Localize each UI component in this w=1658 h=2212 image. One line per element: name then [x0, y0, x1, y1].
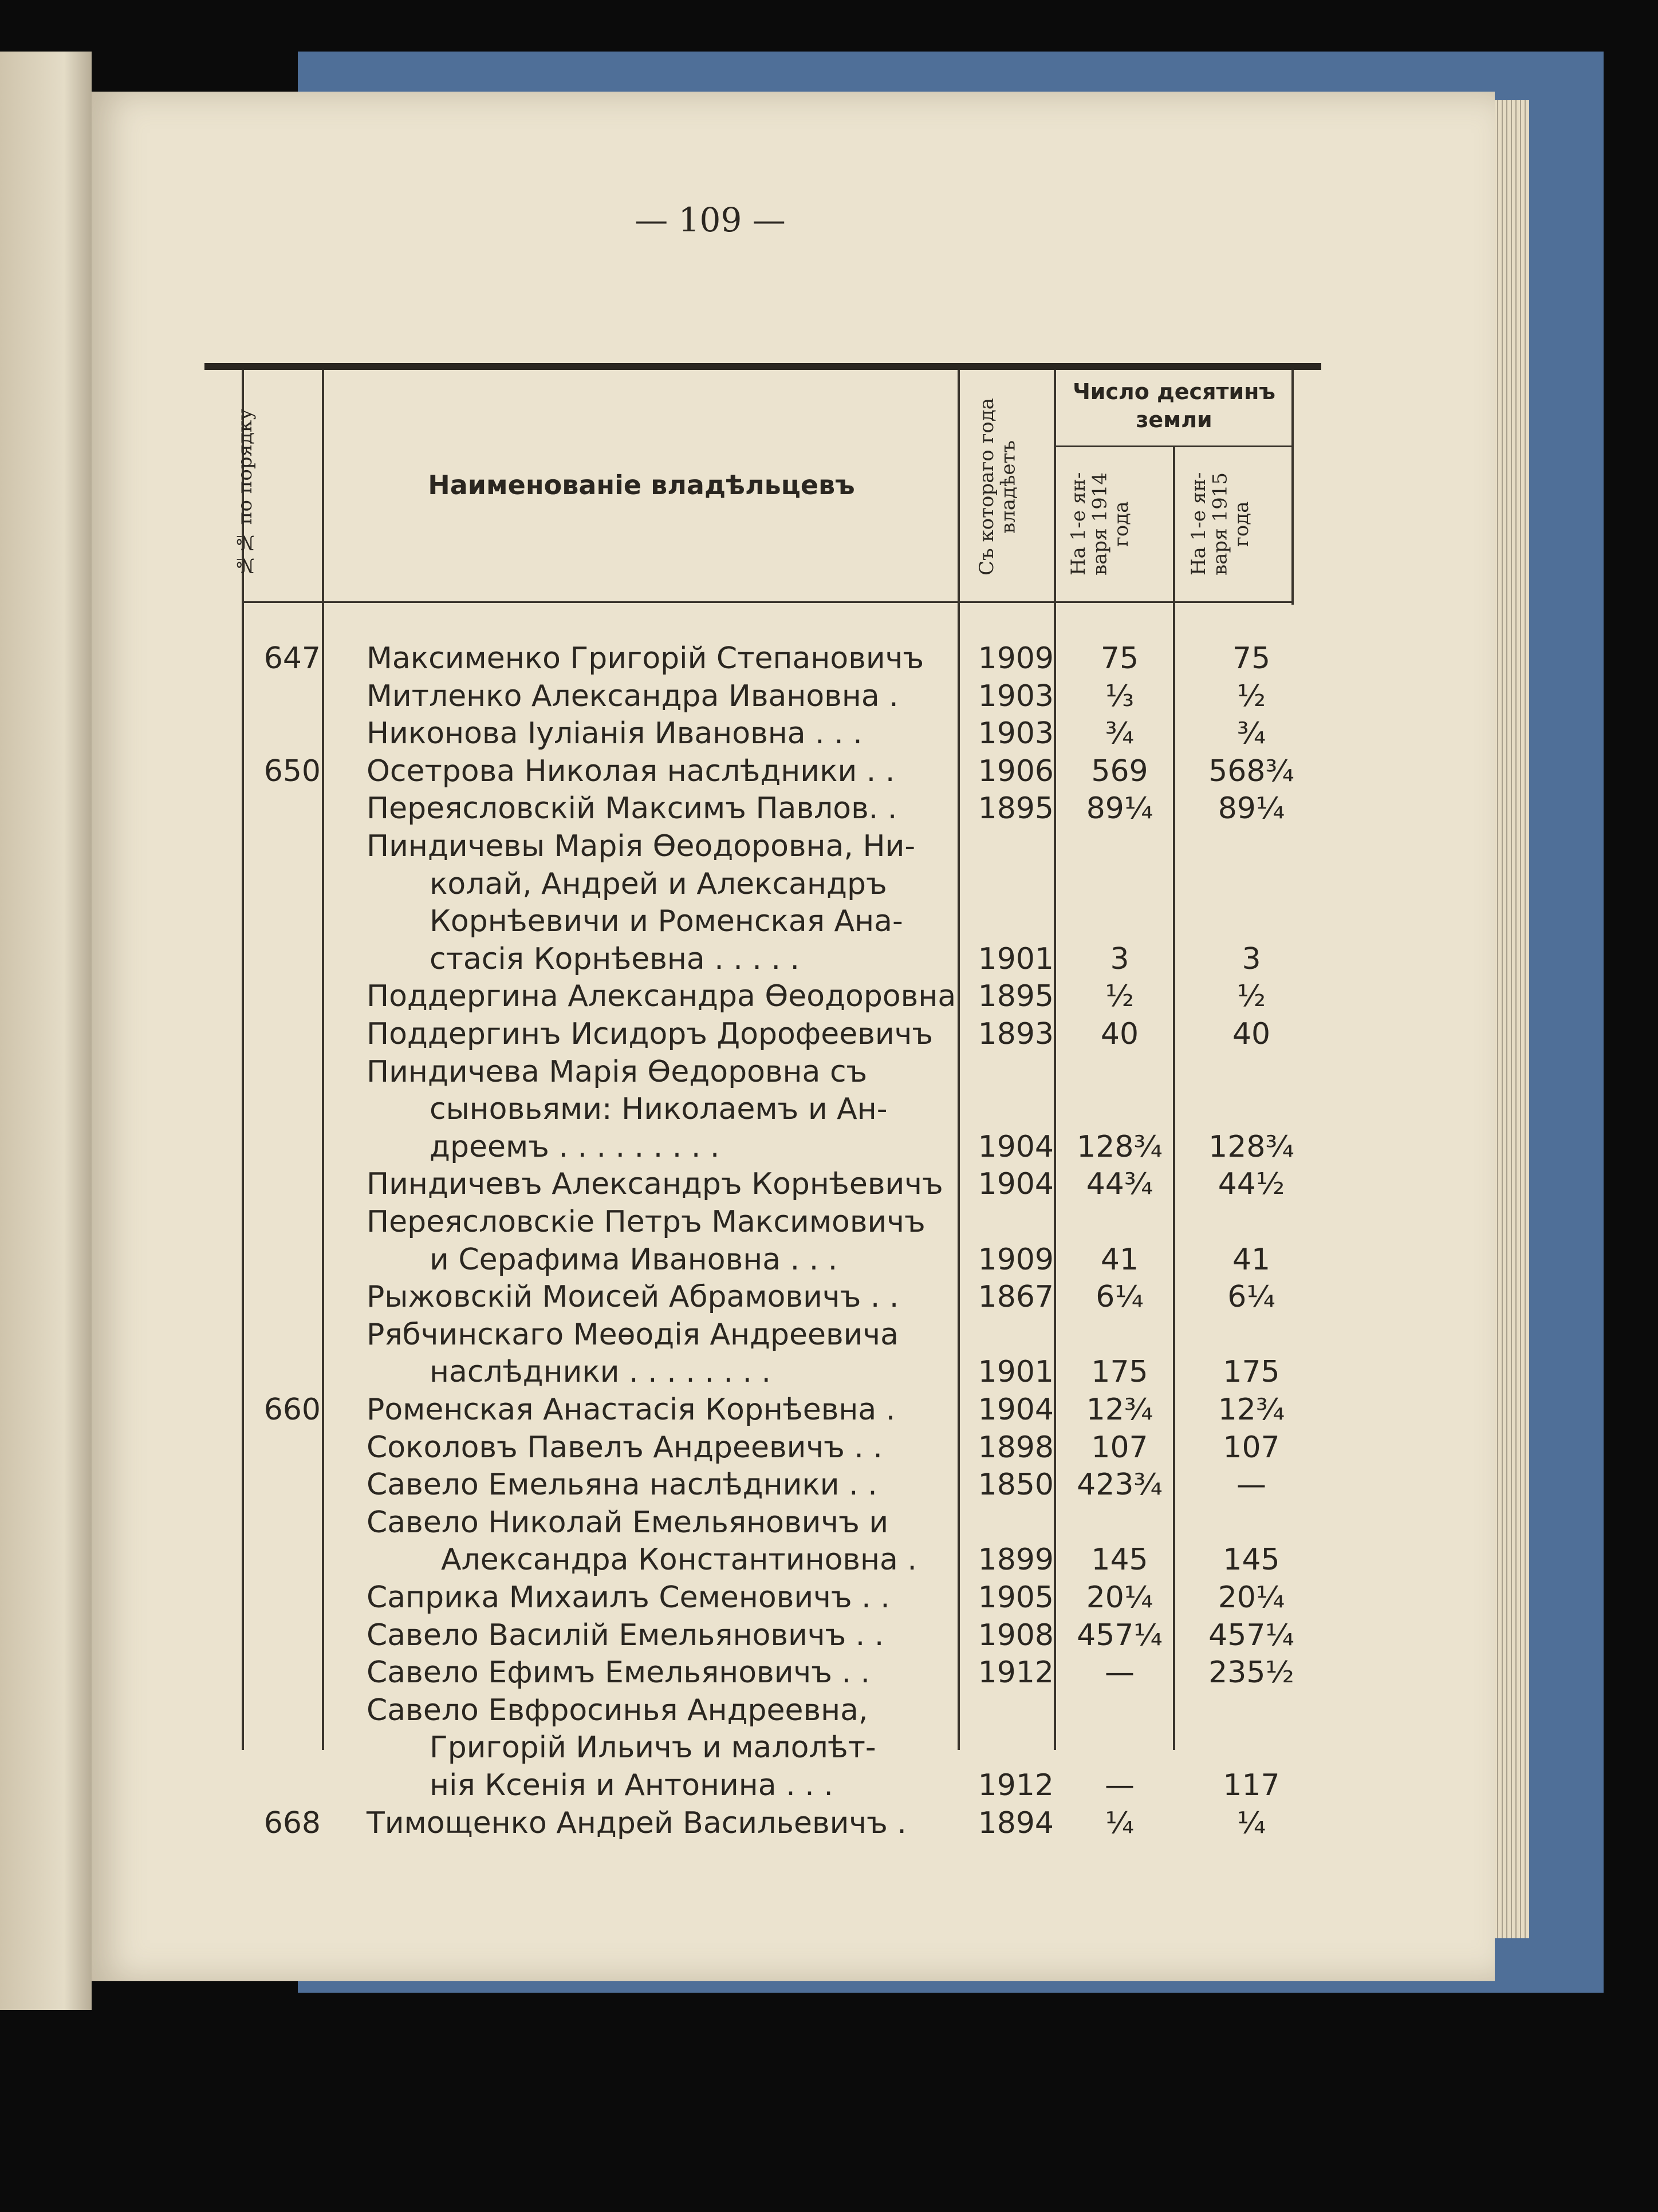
- land-1915: 145: [1223, 1543, 1280, 1578]
- table-row: [0, 1391, 1658, 1428]
- owner-name: Пиндичевъ Александръ Корнѣевичъ: [367, 1167, 943, 1202]
- owner-name: Митленко Александра Ивановна .: [367, 679, 899, 713]
- owner-name: Корнѣевичи и Роменская Ана-: [430, 904, 903, 939]
- year: 1904: [978, 1129, 1054, 1164]
- owner-name: сыновьями: Николаемъ и Ан-: [430, 1092, 888, 1127]
- year: 1893: [978, 1017, 1054, 1051]
- year: 1909: [978, 641, 1054, 676]
- land-1915: 44½: [1218, 1167, 1285, 1202]
- year: 1912: [978, 1768, 1054, 1803]
- land-1914: 145: [1091, 1543, 1148, 1578]
- table-row: [0, 640, 1658, 677]
- land-1914: 569: [1091, 754, 1148, 788]
- land-1914: 75: [1100, 641, 1139, 676]
- header-name: Наименованіе владѣльцевъ: [428, 470, 855, 500]
- table-row: [0, 1692, 1658, 1729]
- owner-name: наслѣдники . . . . . . . .: [430, 1355, 771, 1390]
- year: 1909: [978, 1242, 1054, 1277]
- land-1914: 89¼: [1086, 791, 1153, 826]
- land-1915: ½: [1236, 679, 1266, 713]
- table-row: [0, 1354, 1658, 1390]
- owner-name: Переясловскіе Петръ Максимовичъ: [367, 1205, 926, 1239]
- table-row: [0, 1617, 1658, 1654]
- owner-name: Поддергина Александра Өеодоровна: [367, 979, 956, 1014]
- table-row: [0, 1091, 1658, 1127]
- land-1914: 423¾: [1077, 1468, 1163, 1503]
- land-1914: 175: [1091, 1355, 1148, 1390]
- land-1914: 6¼: [1096, 1280, 1144, 1315]
- table-row: [0, 1429, 1658, 1466]
- table-row: [0, 1279, 1658, 1315]
- year: 1904: [978, 1167, 1054, 1202]
- table-row: [0, 1579, 1658, 1616]
- top-rule: [204, 363, 1321, 370]
- year: 1898: [978, 1430, 1054, 1465]
- header-land-group: Число десятинъ земли: [1073, 379, 1275, 433]
- land-1914: 40: [1100, 1017, 1139, 1051]
- owner-name: Александра Константиновна .: [441, 1543, 917, 1578]
- owner-name: Соколовъ Павелъ Андреевичъ . .: [367, 1430, 883, 1465]
- owner-name: Савело Николай Емельяновичъ и: [367, 1505, 889, 1540]
- header-bottom-rule: [242, 601, 1293, 603]
- table-row: [0, 1016, 1658, 1052]
- owner-name: Роменская Анастасія Корнѣевна .: [367, 1393, 896, 1427]
- year: 1901: [978, 941, 1054, 976]
- year: 1903: [978, 679, 1054, 713]
- table-row: [0, 1241, 1658, 1278]
- table-row: [0, 1129, 1658, 1165]
- land-1914: 12¾: [1086, 1393, 1153, 1427]
- land-1915: ¾: [1236, 716, 1266, 751]
- land-1914: ⅓: [1105, 679, 1135, 713]
- land-1914: 128¾: [1077, 1129, 1163, 1164]
- table-row: [0, 1541, 1658, 1578]
- owner-name: Григорій Ильичъ и малолѣт-: [430, 1730, 876, 1765]
- land-1914: ½: [1105, 979, 1135, 1014]
- year: 1867: [978, 1280, 1054, 1315]
- table-row: [0, 978, 1658, 1015]
- year: 1906: [978, 754, 1054, 788]
- row-number: 660: [263, 1393, 321, 1427]
- land-1915: 117: [1223, 1768, 1280, 1803]
- land-1915: 89¼: [1218, 791, 1285, 826]
- owner-name: Савело Василій Емельяновичъ . .: [367, 1618, 884, 1653]
- land-1914: 107: [1091, 1430, 1148, 1465]
- owner-name: Саприка Михаилъ Семеновичъ . .: [367, 1580, 890, 1615]
- table-row: [0, 1805, 1658, 1842]
- table-row: [0, 715, 1658, 752]
- row-number: 647: [263, 641, 321, 676]
- land-1914: 41: [1100, 1242, 1139, 1277]
- year: 1904: [978, 1393, 1054, 1427]
- owner-name: дреемъ . . . . . . . . .: [430, 1129, 720, 1164]
- table-row: [0, 790, 1658, 827]
- land-1915: 41: [1232, 1242, 1271, 1277]
- owner-name: Тимощенко Андрей Васильевичъ .: [367, 1805, 907, 1840]
- header-year: Съ котораго года владѣетъ: [975, 397, 1020, 576]
- owner-name: Пиндичевы Марія Өеодоровна, Ни-: [367, 829, 916, 863]
- header-1915: На 1-е ян-варя 1915 года: [1187, 472, 1253, 576]
- table-row: [0, 678, 1658, 715]
- owner-name: Поддергинъ Исидоръ Дорофеевичъ: [367, 1017, 934, 1051]
- land-1914: 20¼: [1086, 1580, 1153, 1615]
- land-1915: ½: [1236, 979, 1266, 1014]
- owner-name: Переясловскій Максимъ Павлов. .: [367, 791, 897, 826]
- owner-name: Никонова Іуліанія Ивановна . . .: [367, 716, 863, 751]
- land-1915: 175: [1223, 1355, 1280, 1390]
- table-row: [0, 1504, 1658, 1541]
- table-row: [0, 866, 1658, 902]
- owner-name: Рябчинскаго Меѳодія Андреевича: [367, 1317, 899, 1352]
- table-row: [0, 1729, 1658, 1766]
- table-row: [0, 1767, 1658, 1804]
- land-1915: 107: [1223, 1430, 1280, 1465]
- land-1915: —: [1236, 1468, 1266, 1503]
- year: 1899: [978, 1543, 1054, 1578]
- owner-name: Савело Евфросинья Андреевна,: [367, 1693, 868, 1728]
- header-no: №№ по порядку: [234, 408, 257, 577]
- land-1915: 568¾: [1208, 754, 1294, 788]
- row-number: 650: [263, 754, 321, 788]
- owner-name: Савело Емельяна наслѣдники . .: [367, 1468, 877, 1503]
- year: 1895: [978, 791, 1054, 826]
- land-1915: 3: [1242, 941, 1261, 976]
- land-1914: 457¼: [1077, 1618, 1163, 1653]
- land-1914: ¼: [1105, 1805, 1135, 1840]
- table-row: [0, 1204, 1658, 1240]
- year: 1905: [978, 1580, 1054, 1615]
- table-row: [0, 1054, 1658, 1090]
- table-row: [0, 1466, 1658, 1503]
- owner-name: колай, Андрей и Александръ: [430, 866, 887, 901]
- table-row: [0, 753, 1658, 790]
- land-1914: —: [1105, 1768, 1135, 1803]
- table-row: [0, 828, 1658, 865]
- land-1914: 44¾: [1086, 1167, 1153, 1202]
- table-row: [0, 903, 1658, 940]
- owner-name: и Серафима Ивановна . . .: [430, 1242, 838, 1277]
- page-number: — 109 —: [635, 200, 786, 239]
- land-1915: 12¾: [1218, 1393, 1285, 1427]
- owner-name: Максименко Григорій Степановичъ: [367, 641, 924, 676]
- header-group-rule: [1054, 445, 1293, 447]
- year: 1903: [978, 716, 1054, 751]
- year: 1895: [978, 979, 1054, 1014]
- land-1915: 40: [1232, 1017, 1271, 1051]
- land-1915: 128¾: [1208, 1129, 1294, 1164]
- year: 1850: [978, 1468, 1054, 1503]
- owner-name: Осетрова Николая наслѣдники . .: [367, 754, 895, 788]
- year: 1894: [978, 1805, 1054, 1840]
- land-1915: 75: [1232, 641, 1271, 676]
- table-row: [0, 1316, 1658, 1353]
- land-1914: 3: [1110, 941, 1129, 976]
- table-row: [0, 1166, 1658, 1202]
- year: 1912: [978, 1655, 1054, 1690]
- owner-name: стасія Корнѣевна . . . . .: [430, 941, 800, 976]
- owner-name: Пиндичева Марія Өедоровна съ: [367, 1054, 868, 1089]
- header-1914: На 1-е ян-варя 1914 года: [1067, 472, 1133, 576]
- owner-name: Савело Ефимъ Емельяновичъ . .: [367, 1655, 871, 1690]
- land-1914: ¾: [1105, 716, 1135, 751]
- land-1915: 6¼: [1227, 1280, 1275, 1315]
- year: 1901: [978, 1355, 1054, 1390]
- land-1915: 235½: [1208, 1655, 1294, 1690]
- land-1915: 457¼: [1208, 1618, 1294, 1653]
- land-1914: —: [1105, 1655, 1135, 1690]
- table-row: [0, 941, 1658, 977]
- land-1915: 20¼: [1218, 1580, 1285, 1615]
- owner-name: нія Ксенія и Антонина . . .: [430, 1768, 833, 1803]
- land-1915: ¼: [1236, 1805, 1266, 1840]
- row-number: 668: [263, 1805, 321, 1840]
- owner-name: Рыжовскій Моисей Абрамовичъ . .: [367, 1280, 899, 1315]
- year: 1908: [978, 1618, 1054, 1653]
- table-row: [0, 1654, 1658, 1691]
